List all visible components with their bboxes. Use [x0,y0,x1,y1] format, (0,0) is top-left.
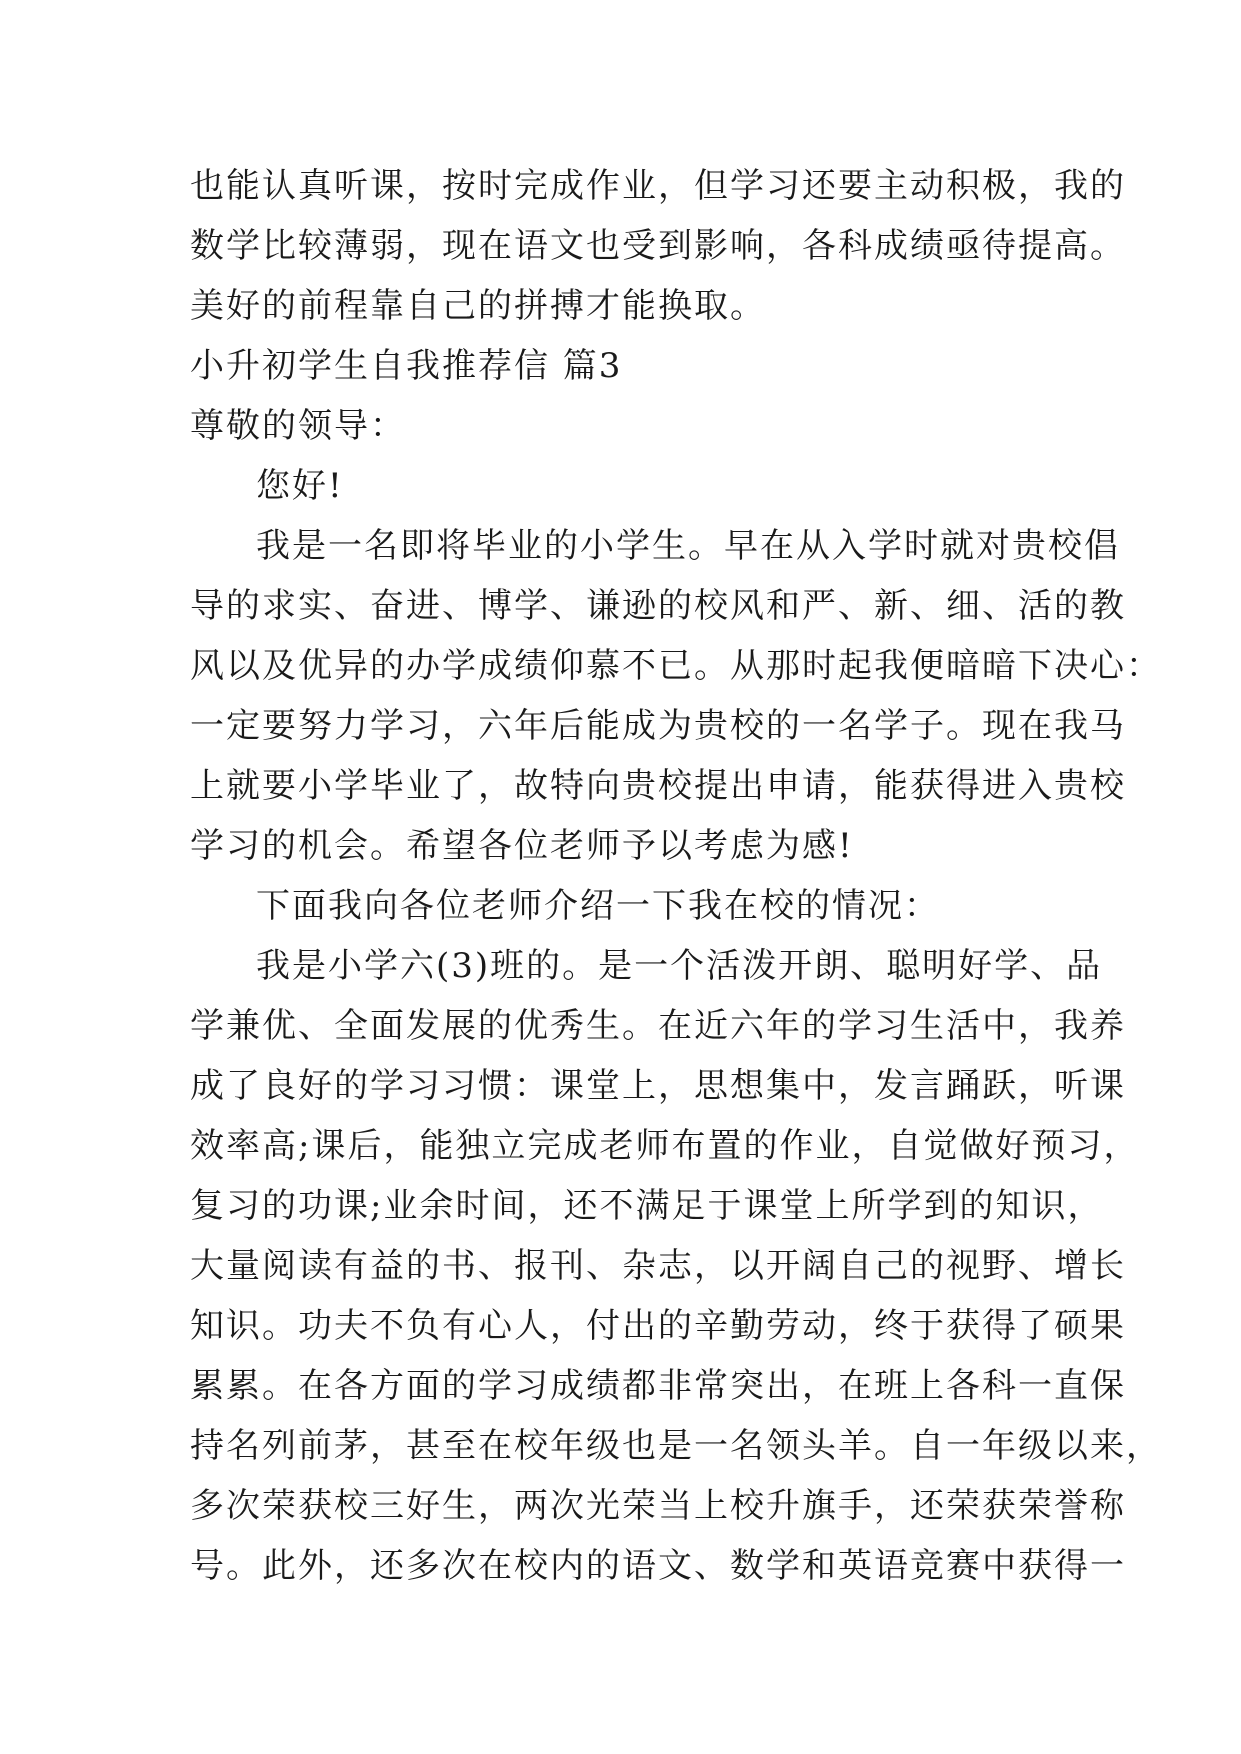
text-line: 效率高;课后，能独立完成老师布置的作业，自觉做好预习， [190,1126,1140,1166]
text-line: 号。此外，还多次在校内的语文、数学和英语竞赛中获得一 [190,1546,1126,1586]
salutation: 尊敬的领导： [190,406,406,446]
text-line: 风以及优异的办学成绩仰慕不已。从那时起我便暗暗下决心： [190,646,1162,686]
text-line: 成了良好的学习习惯：课堂上，思想集中，发言踊跃，听课 [190,1066,1126,1106]
text-line: 持名列前茅，甚至在校年级也是一名领头羊。自一年级以来， [190,1426,1162,1466]
text-line: 数学比较薄弱，现在语文也受到影响，各科成绩亟待提高。 [190,226,1126,266]
section-heading: 小升初学生自我推荐信 篇3 [190,346,623,386]
greeting: 您好! [256,466,344,506]
text-line: 累累。在各方面的学习成绩都非常突出，在班上各科一直保 [190,1366,1126,1406]
text-line: 学兼优、全面发展的优秀生。在近六年的学习生活中，我养 [190,1006,1126,1046]
text-line: 我是小学六(3)班的。是一个活泼开朗、聪明好学、品 [256,946,1103,986]
text-line: 一定要努力学习，六年后能成为贵校的一名学子。现在我马 [190,706,1126,746]
text-line: 导的求实、奋进、博学、谦逊的校风和严、新、细、活的教 [190,586,1126,626]
text-line: 复习的功课;业余时间，还不满足于课堂上所学到的知识， [190,1186,1104,1226]
text-line: 美好的前程靠自己的拼搏才能换取。 [190,286,766,326]
text-line: 我是一名即将毕业的小学生。早在从入学时就对贵校倡 [256,526,1120,566]
text-line: 知识。功夫不负有心人，付出的辛勤劳动，终于获得了硕果 [190,1306,1126,1346]
text-line: 下面我向各位老师介绍一下我在校的情况： [256,886,940,926]
text-line: 学习的机会。希望各位老师予以考虑为感! [190,826,854,866]
text-line: 上就要小学毕业了，故特向贵校提出申请，能获得进入贵校 [190,766,1126,806]
text-line: 多次荣获校三好生，两次光荣当上校升旗手，还荣获荣誉称 [190,1486,1126,1526]
text-line: 也能认真听课，按时完成作业，但学习还要主动积极，我的 [190,166,1126,206]
text-line: 大量阅读有益的书、报刊、杂志，以开阔自己的视野、增长 [190,1246,1126,1286]
